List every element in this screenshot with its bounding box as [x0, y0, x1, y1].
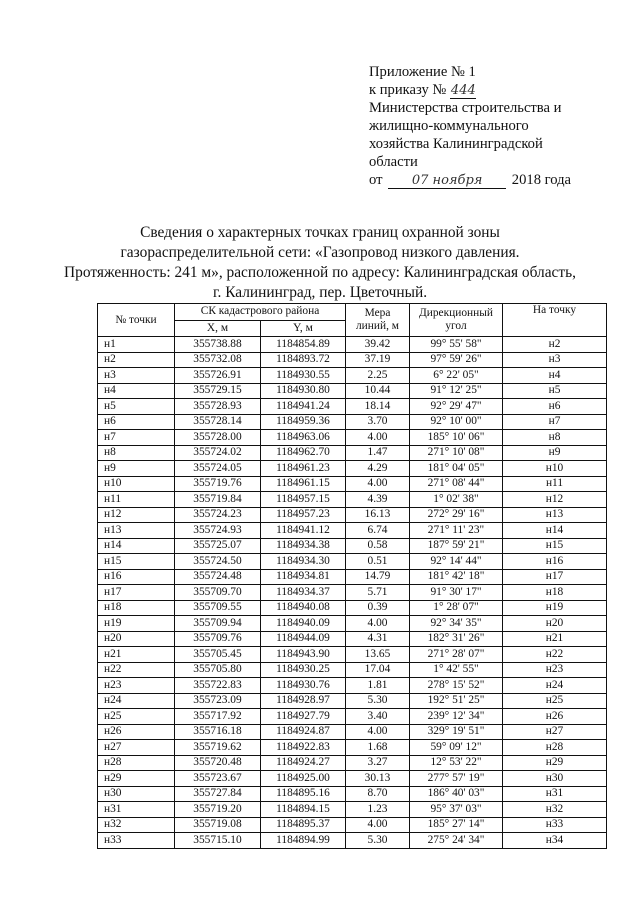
ministry-line-4: области	[369, 154, 418, 170]
cell-point: н24	[98, 693, 175, 709]
cell-length: 4.00	[346, 817, 410, 833]
cell-length: 4.39	[346, 492, 410, 508]
header-measure-line-2: линий, м	[356, 320, 399, 332]
cell-y: 1184934.30	[261, 554, 346, 570]
cell-bearing: 271° 08' 44"	[410, 476, 503, 492]
table-row	[98, 507, 607, 523]
cell-point: н14	[98, 538, 175, 554]
cell-point: н13	[98, 523, 175, 539]
cell-point: н30	[98, 786, 175, 802]
cell-length: 6.74	[346, 523, 410, 539]
cell-point: н10	[98, 476, 175, 492]
cell-x: 355728.00	[175, 430, 261, 446]
cell-point: н5	[98, 399, 175, 415]
cell-y: 1184943.90	[261, 647, 346, 663]
cell-to-point: н34	[503, 833, 607, 849]
table-row	[98, 600, 607, 616]
cell-x: 355724.02	[175, 445, 261, 461]
cell-x: 355709.70	[175, 585, 261, 601]
cell-point: н27	[98, 740, 175, 756]
cell-x: 355720.48	[175, 755, 261, 771]
cell-y: 1184934.38	[261, 538, 346, 554]
cell-y: 1184894.15	[261, 802, 346, 818]
cell-y: 1184930.25	[261, 662, 346, 678]
cell-to-point: н33	[503, 817, 607, 833]
cell-y: 1184940.09	[261, 616, 346, 632]
cell-y: 1184893.72	[261, 352, 346, 368]
cell-bearing: 92° 10' 00"	[410, 414, 503, 430]
cell-length: 4.31	[346, 631, 410, 647]
title-line-1: Сведения о характерных точках границ охранной зоны	[140, 224, 500, 241]
cell-x: 355728.93	[175, 399, 261, 415]
title-line-3: Протяженность: 241 м», расположенной по адресу: Калининградская область,	[64, 264, 576, 281]
table-row	[98, 414, 607, 430]
cell-bearing: 239° 12' 34"	[410, 709, 503, 725]
cell-bearing: 12° 53' 22"	[410, 755, 503, 771]
header-x: X, м	[175, 320, 261, 337]
table-row	[98, 693, 607, 709]
header-point: № точки	[98, 304, 175, 337]
cell-to-point: н3	[503, 352, 607, 368]
table-row	[98, 337, 607, 353]
cell-length: 30.13	[346, 771, 410, 787]
cell-bearing: 92° 14' 44"	[410, 554, 503, 570]
ministry-line-1: Министерства строительства и	[369, 100, 562, 116]
cell-length: 2.25	[346, 368, 410, 384]
cell-to-point: н28	[503, 740, 607, 756]
cell-to-point: н19	[503, 600, 607, 616]
cell-point: н3	[98, 368, 175, 384]
cell-y: 1184930.80	[261, 383, 346, 399]
table-row	[98, 724, 607, 740]
cell-point: н23	[98, 678, 175, 694]
cell-bearing: 271° 11' 23"	[410, 523, 503, 539]
cell-bearing: 1° 02' 38"	[410, 492, 503, 508]
table-row	[98, 802, 607, 818]
table-row	[98, 647, 607, 663]
cell-length: 16.13	[346, 507, 410, 523]
cell-to-point: н32	[503, 802, 607, 818]
cell-to-point: н23	[503, 662, 607, 678]
cell-point: н20	[98, 631, 175, 647]
cell-length: 1.81	[346, 678, 410, 694]
cell-to-point: н30	[503, 771, 607, 787]
cell-length: 4.00	[346, 476, 410, 492]
cell-y: 1184961.23	[261, 461, 346, 477]
table-row	[98, 678, 607, 694]
cell-y: 1184924.87	[261, 724, 346, 740]
cell-to-point: н6	[503, 399, 607, 415]
cell-bearing: 181° 04' 05"	[410, 461, 503, 477]
cell-to-point: н8	[503, 430, 607, 446]
cell-to-point: н17	[503, 569, 607, 585]
cell-bearing: 271° 28' 07"	[410, 647, 503, 663]
cell-length: 5.30	[346, 693, 410, 709]
cell-y: 1184957.23	[261, 507, 346, 523]
header-sk-group: СК кадастрового района	[175, 304, 346, 321]
cell-y: 1184962.70	[261, 445, 346, 461]
cell-point: н28	[98, 755, 175, 771]
cell-bearing: 187° 59' 21"	[410, 538, 503, 554]
cell-x: 355723.09	[175, 693, 261, 709]
cell-to-point: н20	[503, 616, 607, 632]
cell-y: 1184963.06	[261, 430, 346, 446]
cell-x: 355724.23	[175, 507, 261, 523]
cell-x: 355723.67	[175, 771, 261, 787]
cell-x: 355705.80	[175, 662, 261, 678]
cell-to-point: н13	[503, 507, 607, 523]
cell-x: 355716.18	[175, 724, 261, 740]
cell-y: 1184854.89	[261, 337, 346, 353]
cell-x: 355719.20	[175, 802, 261, 818]
cell-to-point: н15	[503, 538, 607, 554]
cell-to-point: н18	[503, 585, 607, 601]
cell-bearing: 277° 57' 19"	[410, 771, 503, 787]
cell-point: н11	[98, 492, 175, 508]
table-row	[98, 399, 607, 415]
cell-bearing: 1° 42' 55"	[410, 662, 503, 678]
cell-length: 3.40	[346, 709, 410, 725]
cell-y: 1184944.09	[261, 631, 346, 647]
cell-x: 355719.08	[175, 817, 261, 833]
cell-x: 355724.93	[175, 523, 261, 539]
cell-length: 3.27	[346, 755, 410, 771]
table-row	[98, 461, 607, 477]
date-handwritten: 07 ноября	[388, 174, 506, 189]
cell-length: 39.42	[346, 337, 410, 353]
cell-to-point: н24	[503, 678, 607, 694]
table-row	[98, 492, 607, 508]
table-row	[98, 786, 607, 802]
cell-y: 1184941.12	[261, 523, 346, 539]
cell-point: н2	[98, 352, 175, 368]
cell-point: н17	[98, 585, 175, 601]
cell-point: н9	[98, 461, 175, 477]
cell-length: 5.71	[346, 585, 410, 601]
cell-to-point: н11	[503, 476, 607, 492]
cell-to-point: н22	[503, 647, 607, 663]
cell-length: 10.44	[346, 383, 410, 399]
cell-bearing: 275° 24' 34"	[410, 833, 503, 849]
cell-x: 355727.84	[175, 786, 261, 802]
cell-bearing: 192° 51' 25"	[410, 693, 503, 709]
cell-y: 1184894.99	[261, 833, 346, 849]
cell-x: 355715.10	[175, 833, 261, 849]
cell-y: 1184957.15	[261, 492, 346, 508]
cell-point: н1	[98, 337, 175, 353]
cell-bearing: 91° 12' 25"	[410, 383, 503, 399]
table-row	[98, 817, 607, 833]
appendix-block	[369, 63, 629, 189]
table-row	[98, 662, 607, 678]
table-row	[98, 709, 607, 725]
header-measure-line-1: Мера	[364, 307, 391, 319]
header-measure	[346, 304, 410, 337]
cell-to-point: н21	[503, 631, 607, 647]
cell-bearing: 97° 59' 26"	[410, 352, 503, 368]
cell-point: н32	[98, 817, 175, 833]
cell-length: 17.04	[346, 662, 410, 678]
table-row	[98, 740, 607, 756]
cell-x: 355717.92	[175, 709, 261, 725]
cell-to-point: н31	[503, 786, 607, 802]
cell-x: 355709.76	[175, 631, 261, 647]
order-line	[369, 81, 629, 99]
cell-x: 355726.91	[175, 368, 261, 384]
cell-y: 1184895.16	[261, 786, 346, 802]
cell-bearing: 1° 28' 07"	[410, 600, 503, 616]
cell-x: 355738.88	[175, 337, 261, 353]
cell-length: 0.51	[346, 554, 410, 570]
cell-point: н12	[98, 507, 175, 523]
cell-y: 1184959.36	[261, 414, 346, 430]
cell-x: 355728.14	[175, 414, 261, 430]
cell-bearing: 59° 09' 12"	[410, 740, 503, 756]
cell-bearing: 271° 10' 08"	[410, 445, 503, 461]
cell-length: 4.00	[346, 724, 410, 740]
cell-length: 37.19	[346, 352, 410, 368]
cell-length: 0.58	[346, 538, 410, 554]
table-row	[98, 445, 607, 461]
cell-to-point: н4	[503, 368, 607, 384]
cell-y: 1184895.37	[261, 817, 346, 833]
table-row	[98, 554, 607, 570]
table-row	[98, 569, 607, 585]
cell-bearing: 92° 34' 35"	[410, 616, 503, 632]
cell-bearing: 278° 15' 52"	[410, 678, 503, 694]
cell-y: 1184930.55	[261, 368, 346, 384]
table-row	[98, 383, 607, 399]
cell-length: 14.79	[346, 569, 410, 585]
table-row	[98, 771, 607, 787]
table-row	[98, 585, 607, 601]
cell-y: 1184925.00	[261, 771, 346, 787]
cell-point: н18	[98, 600, 175, 616]
cell-point: н15	[98, 554, 175, 570]
table-row	[98, 616, 607, 632]
cell-bearing: 272° 29' 16"	[410, 507, 503, 523]
cell-x: 355724.48	[175, 569, 261, 585]
cell-point: н22	[98, 662, 175, 678]
table-row	[98, 538, 607, 554]
cell-point: н4	[98, 383, 175, 399]
cell-to-point: н14	[503, 523, 607, 539]
cell-x: 355719.62	[175, 740, 261, 756]
cell-y: 1184922.83	[261, 740, 346, 756]
header-to-point: На точку	[503, 304, 607, 337]
cell-x: 355725.07	[175, 538, 261, 554]
cell-y: 1184934.37	[261, 585, 346, 601]
cell-x: 355724.50	[175, 554, 261, 570]
table-row	[98, 755, 607, 771]
cell-x: 355729.15	[175, 383, 261, 399]
cell-y: 1184961.15	[261, 476, 346, 492]
cell-bearing: 92° 29' 47"	[410, 399, 503, 415]
cell-point: н7	[98, 430, 175, 446]
date-prefix: от	[369, 172, 383, 188]
cell-to-point: н9	[503, 445, 607, 461]
cell-to-point: н25	[503, 693, 607, 709]
table-row	[98, 476, 607, 492]
cell-point: н19	[98, 616, 175, 632]
cell-x: 355719.84	[175, 492, 261, 508]
cell-length: 4.00	[346, 430, 410, 446]
cell-point: н26	[98, 724, 175, 740]
cell-y: 1184930.76	[261, 678, 346, 694]
cell-length: 1.23	[346, 802, 410, 818]
cell-x: 355719.76	[175, 476, 261, 492]
cell-bearing: 6° 22' 05"	[410, 368, 503, 384]
cell-point: н31	[98, 802, 175, 818]
cell-bearing: 186° 40' 03"	[410, 786, 503, 802]
cell-bearing: 185° 10' 06"	[410, 430, 503, 446]
table-row	[98, 833, 607, 849]
cell-to-point: н26	[503, 709, 607, 725]
cell-bearing: 91° 30' 17"	[410, 585, 503, 601]
cell-to-point: н27	[503, 724, 607, 740]
cell-point: н29	[98, 771, 175, 787]
cell-x: 355705.45	[175, 647, 261, 663]
cell-length: 13.65	[346, 647, 410, 663]
cell-to-point: н10	[503, 461, 607, 477]
cell-to-point: н12	[503, 492, 607, 508]
header-bearing-line-1: Дирекционный	[419, 307, 493, 319]
cell-length: 1.47	[346, 445, 410, 461]
cell-bearing: 185° 27' 14"	[410, 817, 503, 833]
order-number-handwritten: 444	[450, 83, 476, 98]
cell-point: н16	[98, 569, 175, 585]
cell-x: 355709.55	[175, 600, 261, 616]
cell-point: н33	[98, 833, 175, 849]
cell-length: 4.29	[346, 461, 410, 477]
table-row	[98, 368, 607, 384]
cell-length: 4.00	[346, 616, 410, 632]
cell-y: 1184940.08	[261, 600, 346, 616]
cell-length: 1.68	[346, 740, 410, 756]
table-row	[98, 523, 607, 539]
ministry-line-3: хозяйства Калининградской	[369, 136, 543, 152]
header-bearing	[410, 304, 503, 337]
title-line-2: газораспределительной сети: «Газопровод низкого давления.	[120, 244, 520, 261]
appendix-title: Приложение № 1	[369, 64, 476, 80]
cell-to-point: н29	[503, 755, 607, 771]
table-row	[98, 352, 607, 368]
cell-point: н25	[98, 709, 175, 725]
cell-bearing: 95° 37' 03"	[410, 802, 503, 818]
cell-length: 3.70	[346, 414, 410, 430]
cell-length: 18.14	[346, 399, 410, 415]
cell-to-point: н2	[503, 337, 607, 353]
date-suffix: 2018 года	[511, 172, 572, 188]
cell-to-point: н5	[503, 383, 607, 399]
cell-to-point: н16	[503, 554, 607, 570]
cell-y: 1184927.79	[261, 709, 346, 725]
header-bearing-line-2: угол	[445, 320, 467, 332]
cell-bearing: 181° 42' 18"	[410, 569, 503, 585]
table-row	[98, 631, 607, 647]
coordinates-table	[97, 303, 607, 849]
cell-y: 1184924.27	[261, 755, 346, 771]
cell-x: 355724.05	[175, 461, 261, 477]
table-row	[98, 430, 607, 446]
cell-to-point: н7	[503, 414, 607, 430]
cell-x: 355709.94	[175, 616, 261, 632]
order-prefix: к приказу №	[369, 82, 447, 98]
title-line-4: г. Калининград, пер. Цветочный.	[212, 284, 428, 301]
document-title	[50, 223, 590, 303]
table-header-row-1	[98, 304, 607, 321]
date-line	[369, 171, 629, 189]
ministry-line-2: жилищно-коммунального	[369, 118, 529, 134]
cell-x: 355732.08	[175, 352, 261, 368]
cell-length: 8.70	[346, 786, 410, 802]
cell-bearing: 99° 55' 58"	[410, 337, 503, 353]
cell-y: 1184941.24	[261, 399, 346, 415]
cell-length: 0.39	[346, 600, 410, 616]
header-y: Y, м	[261, 320, 346, 337]
cell-bearing: 182° 31' 26"	[410, 631, 503, 647]
cell-point: н6	[98, 414, 175, 430]
cell-length: 5.30	[346, 833, 410, 849]
cell-y: 1184928.97	[261, 693, 346, 709]
cell-point: н8	[98, 445, 175, 461]
cell-y: 1184934.81	[261, 569, 346, 585]
cell-point: н21	[98, 647, 175, 663]
cell-bearing: 329° 19' 51"	[410, 724, 503, 740]
cell-x: 355722.83	[175, 678, 261, 694]
